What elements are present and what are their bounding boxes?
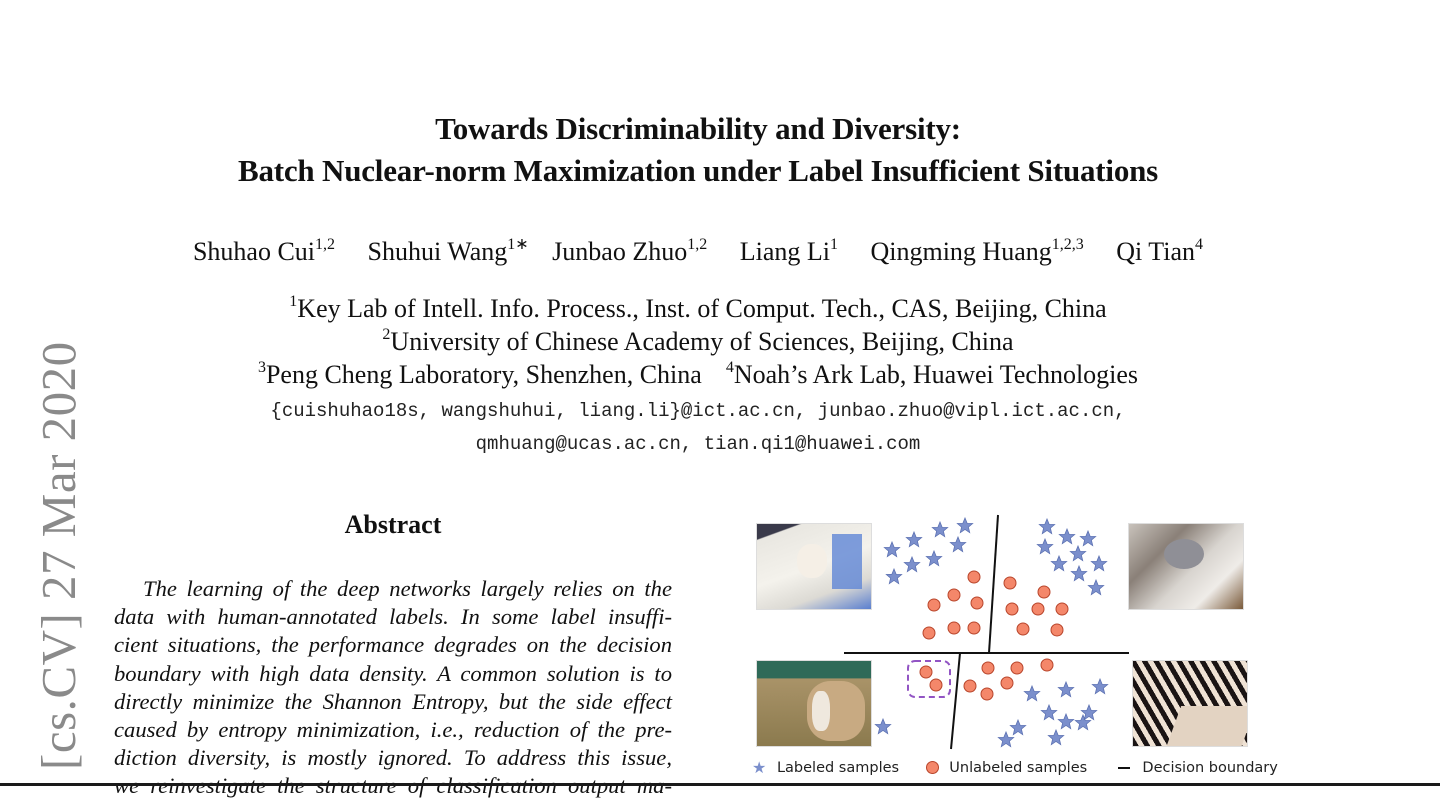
abstract-line: diction diversity, is mostly ignored. To address this issue, [114, 745, 672, 771]
author-list [0, 232, 1396, 272]
author: Qingming Huang$^{1,2,3}$ [870, 236, 1084, 266]
abstract-line: data with human-annotated labels. In some label insuffi- [114, 604, 672, 630]
circle-icon [926, 761, 939, 774]
decision-boundary-vertical-bottom [951, 653, 960, 749]
abstract-line: caused by entropy minimization, i.e., reduction of the pre- [114, 717, 672, 743]
star-icon: ★ [752, 758, 767, 777]
abstract-line: The learning of the deep networks largely relies on the [143, 576, 672, 601]
figure-1 [745, 505, 1255, 786]
author: Junbao Zhuo$^{1,2}$ [552, 236, 708, 266]
labeled-star-icon [875, 518, 1107, 747]
author: Qi Tian$^4$ [1116, 236, 1204, 266]
affiliation-1: $^1$Key Lab of Intell. Info. Process., Inst. of Comput. Tech., CAS, Beijing, China [289, 293, 1107, 323]
paper-title-line-1: Towards Discriminability and Diversity: [435, 111, 961, 146]
author: Liang Li$^1$ [739, 236, 838, 266]
author: Shuhao Cui$^{1,2}$ [192, 236, 336, 266]
decision-boundary-vertical-top [989, 515, 998, 653]
email-line-2: qmhuang@ucas.ac.cn, tian.qi1@huawei.com [475, 433, 921, 455]
abstract-line: cient situations, the performance degrades on the decision [114, 632, 672, 658]
paper-title-line-2: Batch Nuclear-norm Maximization under Label Insufficient Situations [237, 153, 1159, 188]
affiliation-3-4: $^3$Peng Cheng Laboratory, Shenzhen, China $^4$Noah’s Ark Lab, Huawei Technologies [257, 359, 1139, 389]
abstract-heading: Abstract [344, 510, 442, 539]
abstract-body [114, 575, 672, 801]
abstract-line: directly minimize the Shannon Entropy, but the side effect [114, 688, 672, 714]
figure-legend: ★ Labeled samples Unlabeled samples Decision boundary [752, 758, 1278, 777]
arxiv-stamp: [cs.CV] 27 Mar 2020 [31, 341, 86, 770]
affiliation-2: $^2$University of Chinese Academy of Sciences, Beijing, China [382, 326, 1014, 356]
author: Shuhui Wang$^{1∗}$ [367, 236, 529, 266]
scatter-diagram [745, 505, 1255, 786]
abstract-line: boundary with high data density. A common solution is to [114, 660, 672, 686]
abstract-line [114, 772, 672, 800]
line-icon [1118, 767, 1130, 769]
email-line-1: {cuishuhao18s, wangshuhui, liang.li}@ict.ac.cn, junbao.zhuo@vipl.ict.ac.cn, [270, 400, 1126, 422]
